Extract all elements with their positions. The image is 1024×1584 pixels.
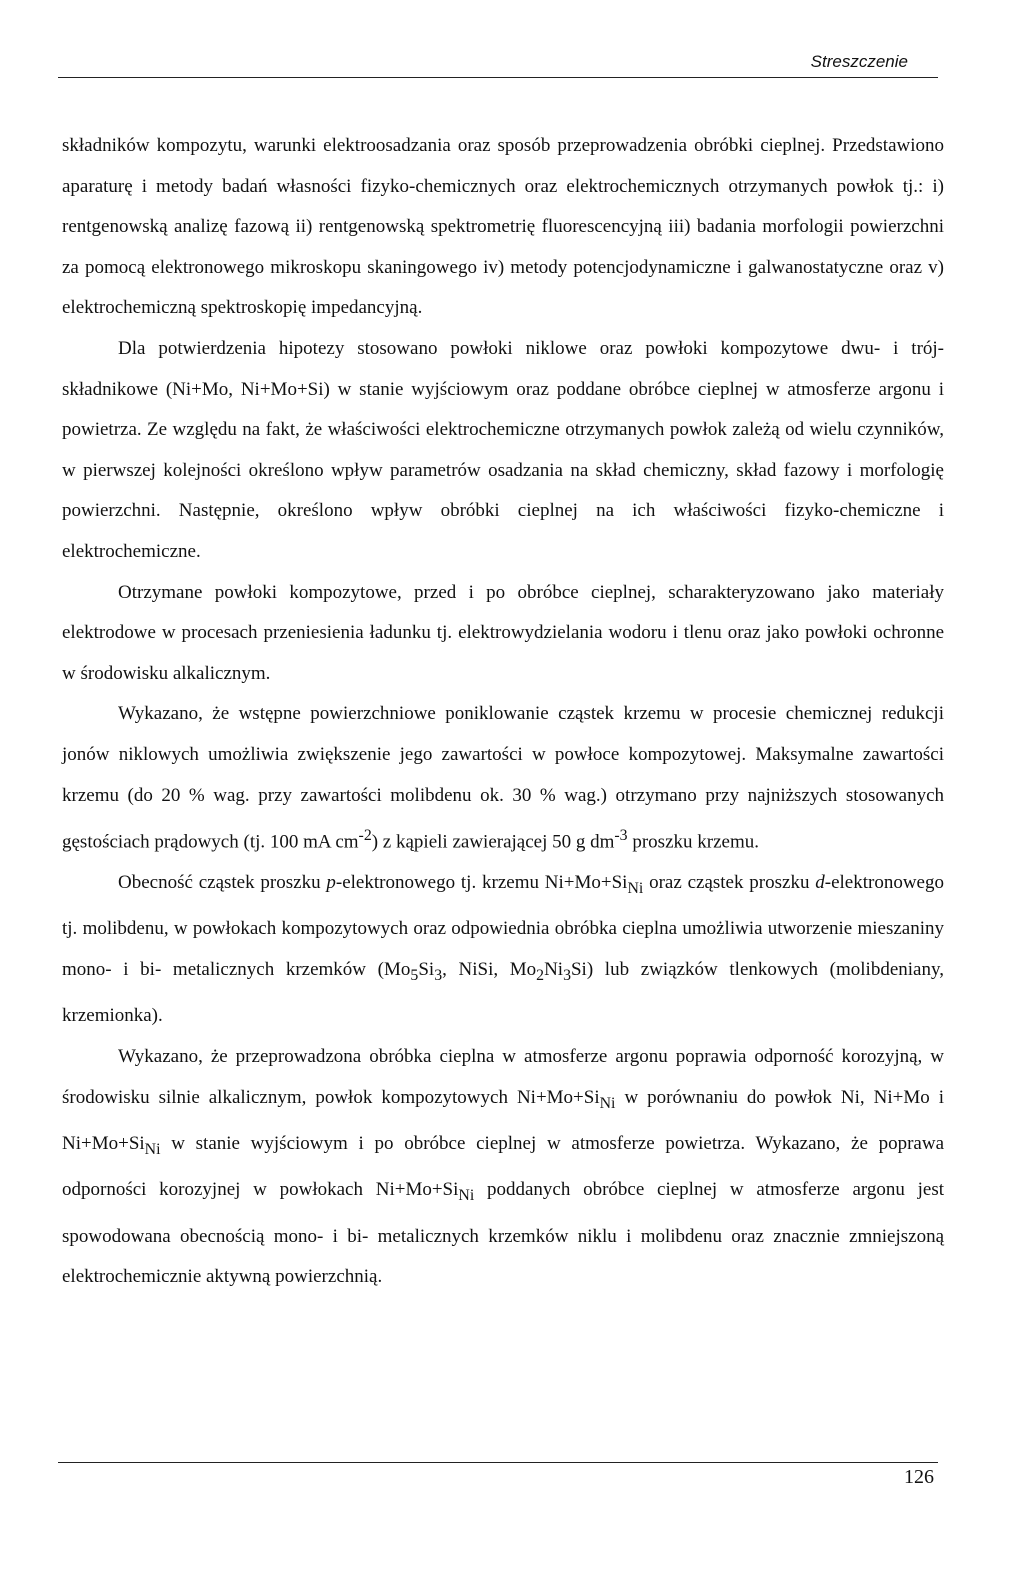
subscript: Ni <box>599 1094 616 1112</box>
text-segment: Ni <box>544 959 564 980</box>
subscript: 3 <box>563 966 571 984</box>
subscript: 3 <box>434 966 443 984</box>
running-header-title: Streszczenie <box>810 52 908 71</box>
paragraph-characterization: Otrzymane powłoki kompozytowe, przed i po obróbce cieplnej, scharakteryzowano jako materiały elektrodowe w procesach przeniesienia ładunku tj. elektrowydzielania wodoru i tlenu oraz jako powłoki ochronne w środowisku alkalicznym. <box>62 581 944 684</box>
page-header <box>58 50 938 78</box>
text-segment: w stanie wyjściowym i po obróbce cieplnej w atmosferze powietrza. Wykazano, że poprawa odporności korozyjnej w powłokach Ni+Mo+Si <box>62 1132 944 1201</box>
text-segment: Si <box>418 959 435 980</box>
italic-letter: d <box>815 872 825 894</box>
subscript: Ni <box>144 1140 161 1158</box>
italic-letter: p <box>326 872 336 894</box>
text-segment: , NiSi, Mo <box>442 959 537 980</box>
text-segment: Obecność cząstek proszku <box>118 872 327 894</box>
subscript: 2 <box>536 966 545 984</box>
text-segment: w porównaniu do powłok Ni, Ni+Mo i Ni+Mo+Si <box>62 1086 944 1154</box>
page-number: 126 <box>904 1466 934 1488</box>
paragraph-silicides <box>62 863 944 1037</box>
subscript: Ni <box>627 879 644 897</box>
text-segment: Wykazano, że przeprowadzona obróbka cieplna w atmosferze argonu poprawia odporność korozyjną, w środowisku silnie alkalicznym, powłok kompozytowych Ni+Mo+Si <box>62 1045 944 1108</box>
superscript: -3 <box>614 827 628 845</box>
footer-divider <box>58 1462 938 1463</box>
text-segment: poddanych obróbce cieplnej w atmosferze argonu jest spowodowana obecnością mono- i bi- metalicznych krzemków niklu i molibdenu oraz znacznie zmniejszoną elektrochemicznie aktywną powierzchnią. <box>62 1179 944 1288</box>
paragraph-methods: składników kompozytu, warunki elektroosadzania oraz sposób przeprowadzenia obróbki cieplnej. Przedstawiono aparaturę i metody badań własności fizyko-chemicznych oraz elektrochemicznych otrzymanych powłok tj.: i) rentgenowską analizę fazową ii) rentgenowską spektrometrię fluorescencyjną iii) badania morfologii powierzchni za pomocą elektronowego mikroskopu skaningowego iv) metody potencjodynamiczne i galwanostatyczne oraz v) elektrochemiczną spektroskopię impedancyjną. <box>62 135 944 319</box>
paragraph-hypothesis: Dla potwierdzenia hipotezy stosowano powłoki niklowe oraz powłoki kompozytowe dwu- i trój- składnikowe (Ni+Mo, Ni+Mo+Si) w stanie wyjściowym oraz poddane obróbce cieplnej w atmosferze argonu i powietrza. Ze względu na fakt, że właściwości elektrochemiczne otrzymanych powłok zależą od wielu czynników, w pierwszej kolejności określono wpływ parametrów osadzania na skład chemiczny, skład fazowy i morfologię powierzchni. Następnie, określono wpływ obróbki cieplnej na ich właściwości fizyko-chemiczne i elektrochemiczne. <box>62 337 944 562</box>
paragraph-silicon-content <box>62 694 944 863</box>
summary-body <box>62 126 944 1298</box>
subscript: Ni <box>458 1187 475 1205</box>
header-divider <box>58 77 938 78</box>
text-segment: Wykazano, że wstępne powierzchniowe poniklowanie cząstek krzemu w procesie chemicznej redukcji jonów niklowych umożliwia zwiększenie jego zawartości w powłoce kompozytowej. Maksymalne zawartości krzemu (do 20 % wag. przy zawartości molibdenu ok. 30 % wag.) otrzymano przy najniższych stosowanych gęstościach prądowych (tj. 100 mA cm <box>62 703 944 853</box>
text-segment: -elektronowego tj. molibdenu, w powłokach kompozytowych oraz odpowiednia obróbka cieplna umożliwia utworzenie mieszaniny mono- i bi- metalicznych krzemków (Mo <box>62 872 944 980</box>
text-segment: proszku krzemu. <box>627 831 759 853</box>
text-segment: Si) lub związków tlenkowych (molibdeniany, krzemionka). <box>62 959 944 1027</box>
text-segment: -elektronowego tj. krzemu Ni+Mo+Si <box>335 872 628 894</box>
superscript: -2 <box>358 827 372 845</box>
text-segment: oraz cząstek proszku <box>643 872 816 894</box>
subscript: 5 <box>410 966 419 984</box>
paragraph-corrosion <box>62 1037 944 1298</box>
text-segment: ) z kąpieli zawierającej 50 g dm <box>371 831 615 853</box>
